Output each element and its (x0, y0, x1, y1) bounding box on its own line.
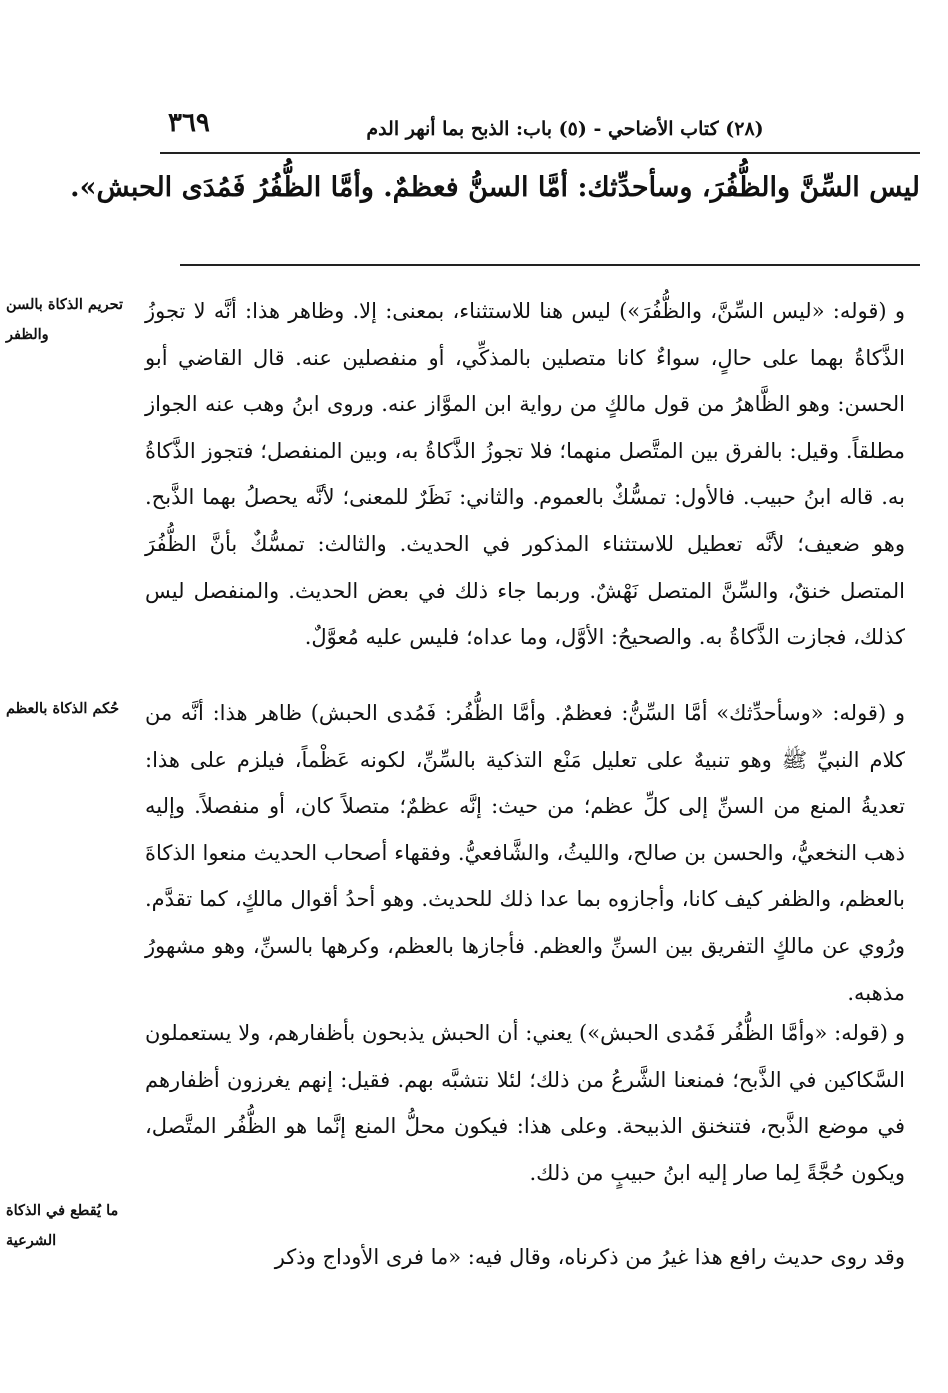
running-header-title: (٢٨) كتاب الأضاحي - (٥) باب: الذبح بما أنهر الدم (366, 118, 764, 140)
margin-note: حُكم الذكاة بالعظم (6, 700, 120, 717)
commentary-paragraph: وقد روى حديث رافع هذا غيرُ من ذكرناه، وقال فيه: «ما فرى الأوداج وذكر (274, 1245, 905, 1269)
hadith-divider (180, 264, 920, 266)
hadith-text: ليس السِّنَّ والظُّفُرَ، وسأحدِّثك: أمَّا السنُّ فعظمٌ. وأمَّا الظُّفُرُ فَمُدَى الحبش». (70, 172, 920, 203)
margin-note: تحريم الذكاة بالسن والظفر (6, 296, 123, 343)
commentary-paragraph: و (قوله: «وسأحدِّثك» أمَّا السِّنُّ: فعظمٌ. وأمَّا الظُّفُر: فَمُدى الحبش) ظاهر هذا: أنَّه من كلام النبيِّ ﷺ وهو تنبيهٌ على تعليل مَنْع التذكية بالسِّنِّ، لكونه عَظْماً، فيلزم على هذا: تعديةُ المنع من السنِّ إلى كلِّ عظم؛ من حيث: إنَّه عظمٌ؛ متصلاً كان، أو منفصلاً. وإليه ذهب النخعيُّ، والحسن بن صالح، والليثُ، والشَّافعيُّ. وفقهاء أصحاب الحديث منعوا الذكاةَ بالعظم، والظفر كيف كانا، وأجازوه بما عدا ذلك للحديث. وهو أحدُ أقوال مالكٍ، كما تقدَّم. ورُوي عن مالكٍ التفريق بين السنِّ والعظم. فأجازها بالعظم، وكرهها بالسنِّ، وهو مشهورُ مذهبه. (145, 701, 905, 1005)
margin-note: ما يُقطع في الذكاة الشرعية (6, 1202, 119, 1249)
header-divider (160, 152, 920, 154)
page-number: ٣٦٩ (168, 108, 210, 138)
commentary-paragraph: و (قوله: «وأمَّا الظُّفُر فَمُدى الحبش») يعني: أن الحبش يذبحون بأظفارهم، ولا يستعملون السَّكاكين في الذَّبح؛ فمنعنا الشَّرعُ من ذلك؛ لئلا نتشبَّه بهم. فقيل: إنهم يغرزون أظفارهم في موضع الذَّبح، فتنخنق الذبيحة. وعلى هذا: فيكون محلُّ المنع إنَّما هو الظُّفُر المتَّصل، ويكون حُجَّةً لِما صار إليه ابنُ حبيبٍ من ذلك. (145, 1021, 905, 1185)
commentary-paragraph: و (قوله: «ليس السِّنَّ، والظُّفُرَ») ليس هنا للاستثناء، بمعنى: إلا. وظاهر هذا: أنَّه لا تجوزُ الذَّكاةُ بهما على حالٍ، سواءٌ كانا متصلين بالمذكِّي، أو منفصلين عنه. قال القاضي أبو الحسن: وهو الظَّاهرُ من قول مالكٍ من رواية ابن الموَّاز عنه. وروى ابنُ وهب عنه الجواز مطلقاً. وقيل: بالفرق بين المتَّصل منهما؛ فلا تجوزُ الذَّكاةُ به، وبين المنفصل؛ فتجوز الذَّكاةُ به. قاله ابنُ حبيب. فالأول: تمسُّكٌ بالعموم. والثاني: نَظَرٌ للمعنى؛ لأنَّه يحصلُ بهما الذَّبح. وهو ضعيف؛ لأنَّه تعطيل للاستثناء المذكور في الحديث. والثالث: تمسُّكٌ بأنَّ الظُّفُرَ المتصل خنقٌ، والسِّنَّ المتصل نَهْشٌ. وربما جاء ذلك في بعض الحديث. والمنفصل ليس كذلك، فجازت الذَّكاةُ به. والصحيحُ: الأوَّل، وما عداه؛ فليس عليه مُعوَّلٌ. (145, 299, 905, 650)
